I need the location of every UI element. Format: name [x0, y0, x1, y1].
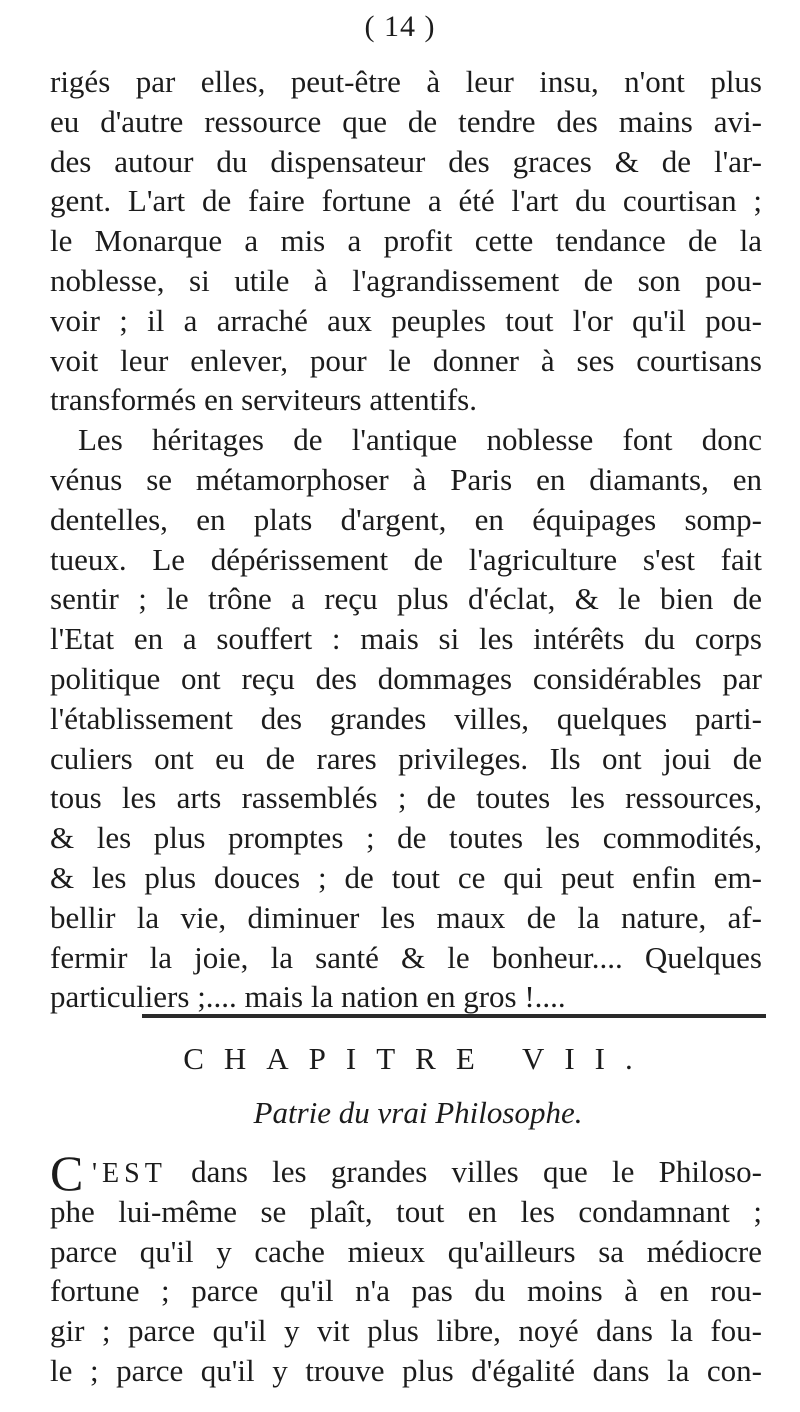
- text-line: voit leur enlever, pour le donner à ses courtisans: [50, 342, 762, 378]
- chapter-subtitle: Patrie du vrai Philosophe.: [253, 1095, 583, 1130]
- text-line: le ; parce qu'il y trouve plus d'égalité dans la con-: [50, 1352, 762, 1388]
- text-line: voir ; il a arraché aux peuples tout l'or qu'il pou-: [50, 302, 762, 338]
- text-line: [50, 1152, 762, 1192]
- text-line: des autour du dispensateur des graces & de l'ar-: [50, 143, 762, 179]
- chapter-divider-rule: [142, 1014, 766, 1018]
- first-line-rest: dans les grandes villes que le Philoso-: [191, 1154, 762, 1189]
- text-line: rigés par elles, peut-être à leur insu, n'ont plus: [50, 64, 762, 99]
- text-line: bellir la vie, diminuer les maux de la nature, af-: [50, 899, 762, 935]
- text-line: fortune ; parce qu'il n'a pas du moins à en rou-: [50, 1273, 762, 1309]
- text-line: dentelles, en plats d'argent, en équipages somp-: [50, 501, 762, 537]
- text-line: & les plus douces ; de tout ce qui peut enfin em-: [50, 859, 762, 895]
- text-line: l'Etat en a souffert : mais si les intérêts du corps: [50, 621, 762, 657]
- text-line: particuliers ;.... mais la nation en gros !....: [50, 979, 566, 1015]
- drop-cap: C: [50, 1145, 84, 1201]
- text-line: le Monarque a mis a profit cette tendance de la: [50, 223, 762, 259]
- text-line: parce qu'il y cache mieux qu'ailleurs sa médiocre: [50, 1233, 762, 1269]
- text-line: vénus se métamorphoser à Paris en diamants, en: [50, 461, 762, 497]
- text-line: transformés en serviteurs attentifs.: [50, 382, 477, 418]
- first-word: 'EST: [92, 1158, 167, 1189]
- text-line: tous les arts rassemblés ; de toutes les ressources,: [50, 780, 762, 816]
- text-line: culiers ont eu de rares privileges. Ils ont joui de: [50, 740, 762, 776]
- chapter-text: [50, 1152, 762, 1391]
- text-line: noblesse, si utile à l'agrandissement de son pou-: [50, 262, 762, 298]
- body-text: [50, 62, 762, 1017]
- text-line: eu d'autre ressource que de tendre des mains avi-: [50, 103, 762, 139]
- text-line: Les héritages de l'antique noblesse font donc: [78, 422, 762, 458]
- text-line: & les plus promptes ; de toutes les commodités,: [50, 820, 762, 856]
- text-line: gir ; parce qu'il y vit plus libre, noyé dans la fou-: [50, 1313, 762, 1349]
- page-number: ( 14 ): [364, 10, 436, 43]
- text-line: phe lui-même se plaît, tout en les condamnant ;: [50, 1193, 762, 1229]
- chapter-heading: CHAPITRE VII.: [183, 1041, 653, 1076]
- text-line: sentir ; le trône a reçu plus d'éclat, & le bien de: [50, 581, 762, 617]
- text-line: fermir la joie, la santé & le bonheur.... Quelques: [50, 939, 762, 975]
- text-line: gent. L'art de faire fortune a été l'art du courtisan ;: [50, 183, 762, 219]
- text-line: tueux. Le dépérissement de l'agriculture s'est fait: [50, 541, 762, 577]
- text-line: l'établissement des grandes villes, quelques parti-: [50, 700, 762, 736]
- text-line: politique ont reçu des dommages considérables par: [50, 660, 762, 696]
